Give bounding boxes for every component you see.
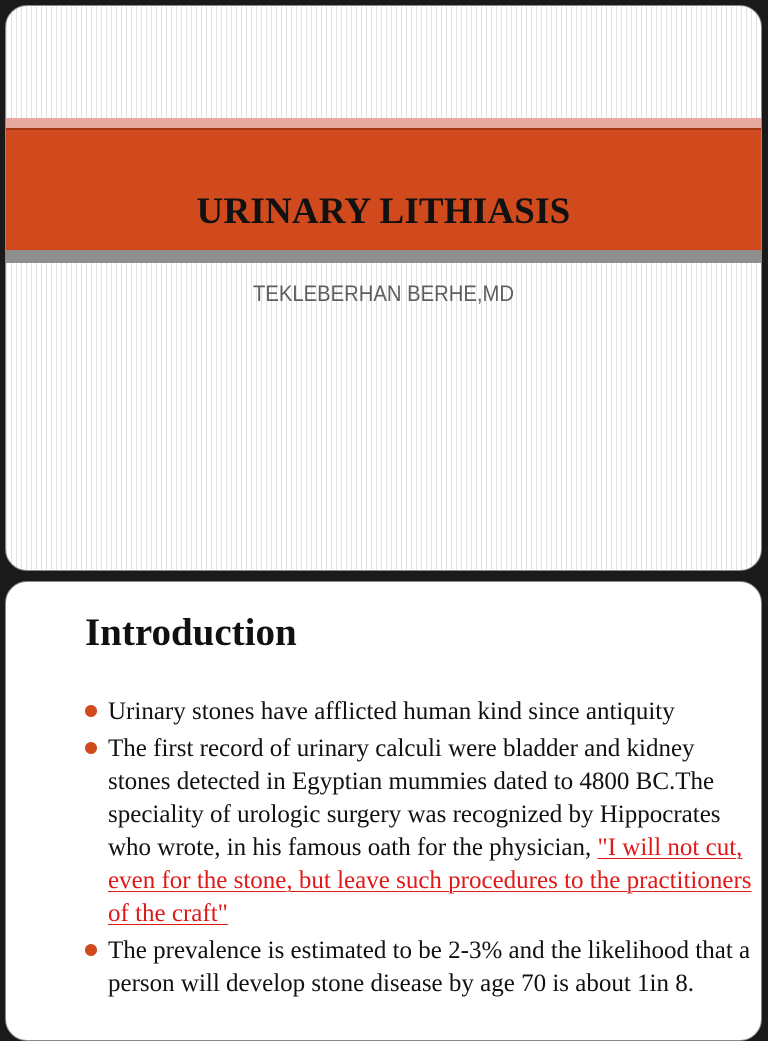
bullet-item	[84, 732, 756, 930]
bullet-text: Urinary stones have afflicted human kind since antiquity	[108, 698, 675, 725]
title-band	[6, 128, 761, 250]
slide-subtitle: TEKLEBERHAN BERHE,MD	[253, 281, 514, 306]
bullet-item	[84, 934, 756, 1000]
accent-band-bottom	[6, 250, 761, 263]
bullet-dot-icon	[85, 705, 97, 717]
bullet-dot-icon	[85, 742, 97, 754]
title-slide	[5, 5, 762, 571]
introduction-slide	[5, 581, 762, 1041]
bullet-text: The prevalence is estimated to be 2-3% and the likelihood that a person will develop stone disease by age 70 is about 1in 8.	[108, 937, 751, 997]
bullet-dot-icon	[85, 944, 97, 956]
accent-band-top	[6, 118, 761, 128]
bullet-text: The first record of urinary calculi were bladder and kidney stones detected in Egyptian mummies dated to 4800 BC.The speciality of urologic surgery was recognized by Hippocrates who wrote, in his famous oath for the physician,	[108, 735, 721, 861]
slide-title: URINARY LITHIASIS	[196, 191, 571, 232]
bullet-list	[84, 695, 756, 1004]
bullet-item	[84, 695, 756, 728]
hippocrates-quote: "I will not cut, even for the stone, but leave such procedures to the practitioners of the craft"	[108, 834, 752, 927]
slide-heading: Introduction	[85, 611, 297, 654]
